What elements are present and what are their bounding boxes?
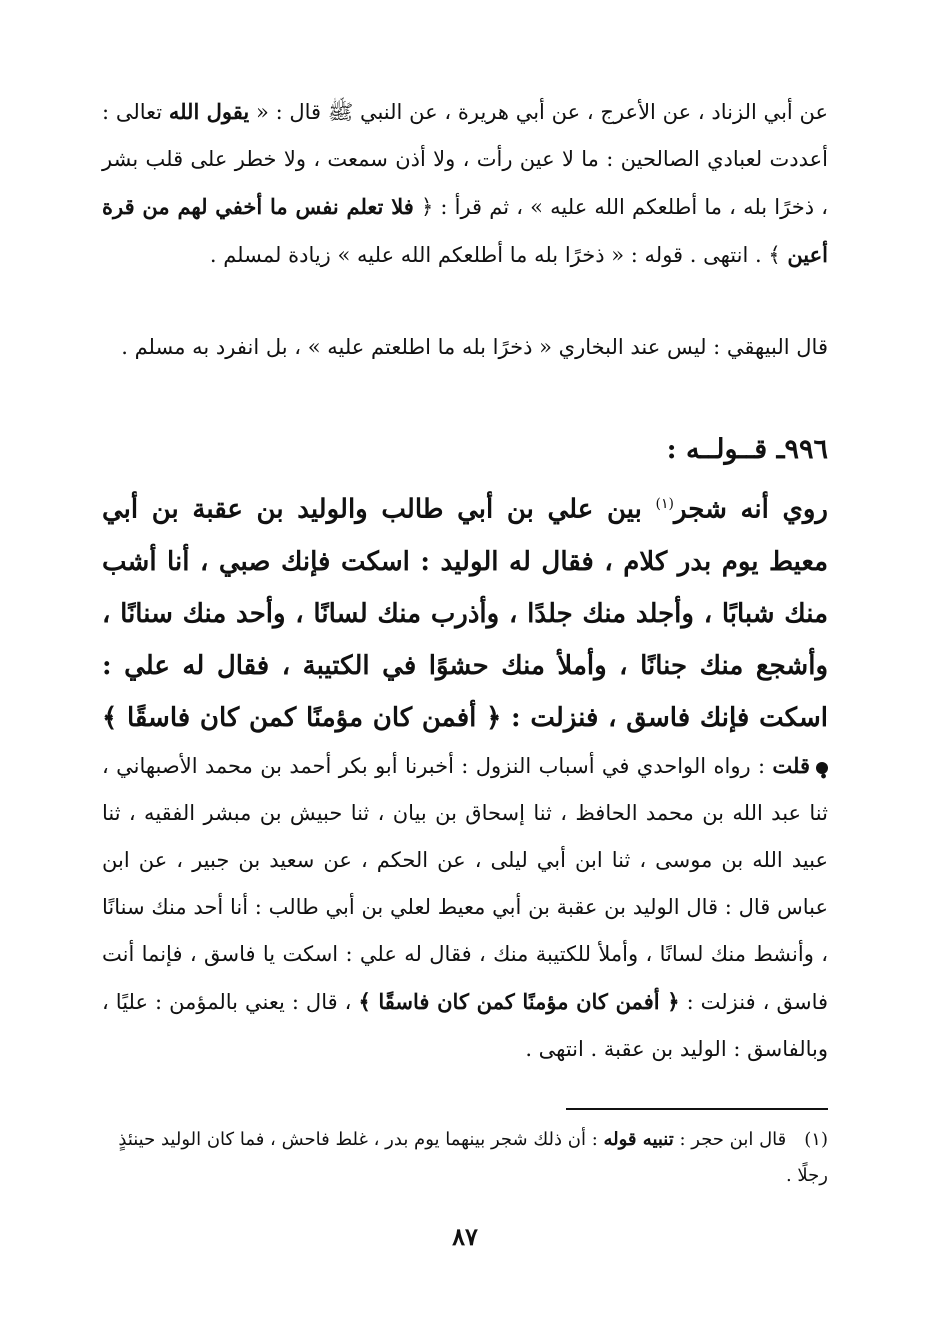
commentary-paragraph xyxy=(102,742,828,1073)
text-segment: : رواه الواحدي في أسباب النزول : أخبرنا أبو بكر أحمد بن محمد الأصبهاني ، ثنا عبد الله بن محمد الحافظ ، ثنا إسحاق بن بيان ، ثنا حبيش بن مبشر الفقيه ، ثنا عبيد الله بن موسى ، ثنا ابن أبي ليلى ، عن الحكم ، عن سعيد بن جبير ، عن ابن عباس قال : قال الوليد بن عقبة بن أبي معيط لعلي بن أبي طالب : أنا أحد منك سنانًا ، وأنشط منك لسانًا ، وأملأ للكتيبة منك ، فقال له علي : اسكت يا فاسق ، فإنما أنت فاسق ، فنزلت : xyxy=(102,754,829,1014)
hadith-paragraph xyxy=(102,88,828,279)
text-segment: ، قال : يعني بالمؤمن : عليًا ، وبالفاسق : الوليد بن عقبة . انتهى . xyxy=(102,990,828,1061)
page-number: ٨٧ xyxy=(452,1222,478,1251)
main-text-rest: بين علي بن أبي طالب والوليد بن عقبة بن أبي معيط يوم بدر كلام ، فقال له الوليد : اسكت فإنك صبي ، أنا أشب منك شبابًا ، وأجلد منك جلدًا ، وأذرب منك لسانًا ، وأحد منك سنانًا ، وأشجع منك جنانًا ، وأملأ منك حشوًا في الكتيبة ، فقال له علي : اسكت فإنك فاسق ، فنزلت : ﴿ أفمن كان مؤمنًا كمن كان فاسقًا ﴾ xyxy=(102,494,828,733)
footnote-number: (١) xyxy=(804,1129,828,1150)
footnote-text: قال ابن حجر : xyxy=(673,1129,787,1150)
text-segment: ﴾ . انتهى . قوله : « ذخرًا بله ما أطلعكم الله عليه » زيادة لمسلم . xyxy=(209,243,788,267)
main-text-start: روي أنه شجر xyxy=(673,494,828,525)
bayhaqi-note: قال البيهقي : ليس عند البخاري « ذخرًا بله ما اطلعتم عليه » ، بل انفرد به مسلم . xyxy=(121,335,828,359)
footnote xyxy=(102,1122,828,1194)
qult-label: قلت xyxy=(772,753,810,778)
text-segment: عن أبي الزناد ، عن الأعرج ، عن أبي هريرة ، عن النبي ﷺ قال : « xyxy=(249,100,828,124)
bullet-icon xyxy=(816,762,828,774)
footnote-text: : أن ذلك شجر بينهما يوم بدر ، غلط فاحش ، فما كان الوليد حينئذٍ رجلًا . xyxy=(118,1129,828,1186)
footnote-divider xyxy=(566,1108,828,1110)
quran-verse: ﴿ أفمن كان مؤمنًا كمن كان فاسقًا ﴾ xyxy=(358,989,680,1014)
hadith-phrase: يقول الله xyxy=(168,99,250,124)
footnote-reference: (١) xyxy=(655,496,674,512)
text-segment: تعالى : أعددت لعبادي الصالحين : ما لا عين رأت ، ولا أذن سمعت ، ولا خطر على قلب بشر ، ذخرًا بله ، ما أطلعكم الله عليه » ، ثم قرأ : ﴿ xyxy=(102,100,829,219)
section-heading: ٩٩٦ـ قــولــه : xyxy=(666,434,828,465)
footnote-bold: تنبيه قوله xyxy=(603,1129,674,1150)
quran-verse: فلا تعلم نفس ما أخفي لهم من قرة أعين xyxy=(102,194,828,267)
